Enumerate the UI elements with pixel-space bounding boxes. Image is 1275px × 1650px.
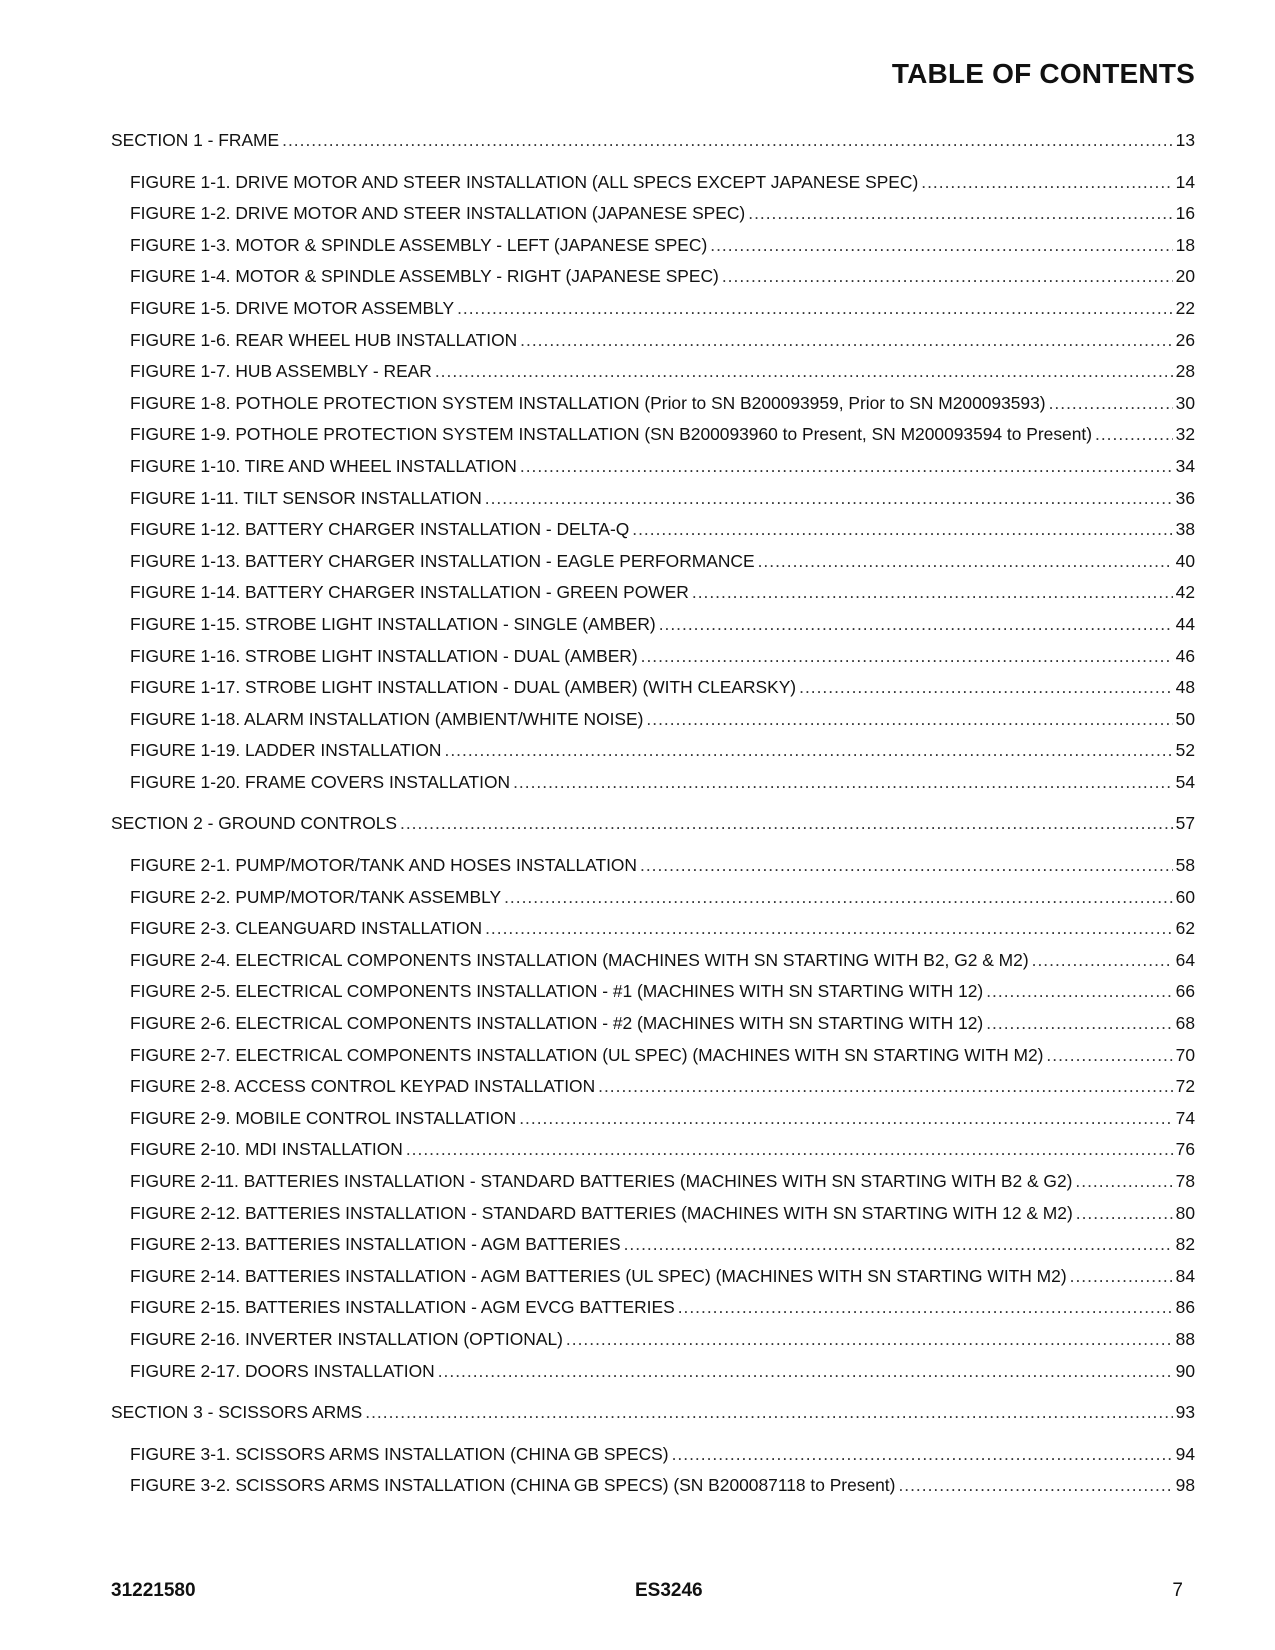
dot-leader <box>986 981 1172 1002</box>
toc-figure-entry[interactable] <box>111 1297 1195 1329</box>
dot-leader <box>692 582 1173 603</box>
dot-leader <box>898 1475 1172 1496</box>
toc-entry-label: FIGURE 2-12. BATTERIES INSTALLATION - STANDARD BATTERIES (MACHINES WITH SN STARTING WITH 12 & M2) <box>130 1202 1073 1223</box>
footer-doc-number: 31221580 <box>111 1580 196 1601</box>
toc-entry-page: 52 <box>1175 740 1195 761</box>
dot-leader <box>1070 1266 1173 1287</box>
dot-leader <box>758 551 1173 572</box>
dot-leader <box>1095 424 1173 445</box>
toc-figure-entry[interactable] <box>111 330 1195 362</box>
toc-entry-label: FIGURE 2-15. BATTERIES INSTALLATION - AGM EVCG BATTERIES <box>130 1297 675 1318</box>
dot-leader <box>445 740 1173 761</box>
toc-entry-page: 94 <box>1175 1443 1195 1464</box>
toc-entry-page: 58 <box>1175 855 1195 876</box>
toc-entry-label: FIGURE 1-1. DRIVE MOTOR AND STEER INSTALLATION (ALL SPECS EXCEPT JAPANESE SPEC) <box>130 171 919 192</box>
toc-entry-label: FIGURE 1-18. ALARM INSTALLATION (AMBIENT/WHITE NOISE) <box>130 708 644 729</box>
toc-entry-label: SECTION 3 - SCISSORS ARMS <box>111 1402 363 1423</box>
toc-figure-entry[interactable] <box>111 887 1195 919</box>
dot-leader <box>921 172 1172 193</box>
toc-entry-page: 60 <box>1175 886 1195 907</box>
toc-entry-page: 13 <box>1175 130 1195 150</box>
dot-leader <box>282 130 1173 151</box>
toc-entry-label: FIGURE 2-9. MOBILE CONTROL INSTALLATION <box>130 1107 517 1128</box>
toc-entry-page: 26 <box>1175 329 1195 350</box>
toc-entry-label: FIGURE 2-17. DOORS INSTALLATION <box>130 1360 435 1381</box>
toc-entry-page: 54 <box>1175 771 1195 792</box>
toc-section-entry[interactable] <box>111 1402 1195 1434</box>
toc-entry-label: FIGURE 1-14. BATTERY CHARGER INSTALLATION - GREEN POWER <box>130 582 689 603</box>
toc-entry-page: 57 <box>1175 813 1195 834</box>
toc-section-entry[interactable] <box>111 130 1195 162</box>
toc-entry-label: FIGURE 2-14. BATTERIES INSTALLATION - AGM BATTERIES (UL SPEC) (MACHINES WITH SN STARTING WITH M2) <box>130 1265 1067 1286</box>
toc-figure-entry[interactable] <box>111 1076 1195 1108</box>
toc-entry-label: FIGURE 2-6. ELECTRICAL COMPONENTS INSTALLATION - #2 (MACHINES WITH SN STARTING WITH 12) <box>130 1013 984 1034</box>
footer-model: ES3246 <box>635 1580 703 1601</box>
toc-entry-label: FIGURE 3-1. SCISSORS ARMS INSTALLATION (CHINA GB SPECS) <box>130 1443 669 1464</box>
dot-leader <box>632 519 1172 540</box>
dot-leader <box>722 266 1173 287</box>
dot-leader <box>1032 950 1173 971</box>
dot-leader <box>485 488 1173 509</box>
toc-entry-label: FIGURE 2-10. MDI INSTALLATION <box>130 1139 403 1160</box>
toc-figure-entry[interactable] <box>111 1203 1195 1235</box>
toc-entry-label: FIGURE 2-13. BATTERIES INSTALLATION - AGM BATTERIES <box>130 1234 621 1255</box>
dot-leader <box>504 887 1173 908</box>
toc-figure-entry[interactable] <box>111 1329 1195 1361</box>
toc-entry-page: 74 <box>1175 1107 1195 1128</box>
dot-leader <box>1075 1171 1172 1192</box>
toc-figure-entry[interactable] <box>111 646 1195 678</box>
toc-entry-page: 22 <box>1175 297 1195 318</box>
dot-leader <box>406 1139 1173 1160</box>
toc-figure-entry[interactable] <box>111 551 1195 583</box>
toc-figure-entry[interactable] <box>111 855 1195 887</box>
toc-entry-page: 36 <box>1175 487 1195 508</box>
toc-figure-entry[interactable] <box>111 709 1195 741</box>
toc-entry-page: 48 <box>1175 677 1195 698</box>
toc-figure-entry[interactable] <box>111 1266 1195 1298</box>
toc-figure-entry[interactable] <box>111 1234 1195 1266</box>
toc-entry-label: FIGURE 1-19. LADDER INSTALLATION <box>130 740 442 761</box>
dot-leader <box>438 1361 1173 1382</box>
toc-figure-entry[interactable] <box>111 203 1195 235</box>
toc-figure-entry[interactable] <box>111 1013 1195 1045</box>
toc-entry-label: FIGURE 2-2. PUMP/MOTOR/TANK ASSEMBLY <box>130 886 502 907</box>
toc-figure-entry[interactable] <box>111 740 1195 772</box>
dot-leader <box>457 298 1173 319</box>
toc-figure-entry[interactable] <box>111 1139 1195 1171</box>
toc-entry-label: FIGURE 1-5. DRIVE MOTOR ASSEMBLY <box>130 297 455 318</box>
toc-entry-page: 28 <box>1175 361 1195 382</box>
table-of-contents <box>111 130 1195 1507</box>
toc-entry-page: 42 <box>1175 582 1195 603</box>
toc-entry-label: FIGURE 2-1. PUMP/MOTOR/TANK AND HOSES INSTALLATION <box>130 855 637 876</box>
toc-entry-page: 46 <box>1175 645 1195 666</box>
toc-entry-page: 30 <box>1175 392 1195 413</box>
footer-page-number: 7 <box>1172 1580 1183 1601</box>
toc-entry-page: 34 <box>1175 455 1195 476</box>
dot-leader <box>646 709 1172 730</box>
dot-leader <box>1076 1203 1173 1224</box>
toc-entry-label: FIGURE 1-9. POTHOLE PROTECTION SYSTEM INSTALLATION (SN B200093960 to Present, SN M200093594 to Present) <box>130 424 1092 445</box>
toc-entry-label: FIGURE 1-15. STROBE LIGHT INSTALLATION - SINGLE (AMBER) <box>130 613 656 634</box>
dot-leader <box>1046 1045 1172 1066</box>
toc-figure-entry[interactable] <box>111 361 1195 393</box>
dot-leader <box>986 1013 1172 1034</box>
toc-entry-label: FIGURE 1-7. HUB ASSEMBLY - REAR <box>130 361 432 382</box>
page-title: TABLE OF CONTENTS <box>891 58 1195 89</box>
toc-entry-page: 14 <box>1175 171 1195 192</box>
dot-leader <box>435 361 1173 382</box>
toc-figure-entry[interactable] <box>111 582 1195 614</box>
toc-entry-label: FIGURE 1-11. TILT SENSOR INSTALLATION <box>130 487 482 508</box>
dot-leader <box>641 646 1173 667</box>
toc-entry-label: FIGURE 1-13. BATTERY CHARGER INSTALLATION - EAGLE PERFORMANCE <box>130 550 755 571</box>
toc-entry-page: 20 <box>1175 266 1195 287</box>
toc-entry-page: 93 <box>1175 1402 1195 1423</box>
toc-figure-entry[interactable] <box>111 298 1195 330</box>
dot-leader <box>598 1076 1173 1097</box>
toc-figure-entry[interactable] <box>111 1475 1195 1507</box>
toc-figure-entry[interactable] <box>111 918 1195 950</box>
toc-entry-label: FIGURE 2-8. ACCESS CONTROL KEYPAD INSTALLATION <box>130 1076 596 1097</box>
toc-entry-label: FIGURE 1-4. MOTOR & SPINDLE ASSEMBLY - RIGHT (JAPANESE SPEC) <box>130 266 719 287</box>
toc-entry-page: 84 <box>1175 1265 1195 1286</box>
toc-entry-label: FIGURE 3-2. SCISSORS ARMS INSTALLATION (CHINA GB SPECS) (SN B200087118 to Present) <box>130 1475 896 1496</box>
toc-entry-label: FIGURE 2-5. ELECTRICAL COMPONENTS INSTALLATION - #1 (MACHINES WITH SN STARTING WITH 12) <box>130 981 984 1002</box>
toc-entry-page: 70 <box>1175 1044 1195 1065</box>
toc-figure-entry[interactable] <box>111 488 1195 520</box>
toc-figure-entry[interactable] <box>111 614 1195 646</box>
dot-leader <box>400 813 1173 834</box>
page-footer <box>111 1580 1195 1604</box>
toc-figure-entry[interactable] <box>111 950 1195 982</box>
toc-figure-entry[interactable] <box>111 1444 1195 1476</box>
toc-section-entry[interactable] <box>111 813 1195 845</box>
toc-figure-entry[interactable] <box>111 266 1195 298</box>
toc-figure-entry[interactable] <box>111 1361 1195 1393</box>
dot-leader <box>672 1444 1173 1465</box>
toc-entry-page: 44 <box>1175 613 1195 634</box>
toc-figure-entry[interactable] <box>111 981 1195 1013</box>
toc-entry-page: 90 <box>1175 1360 1195 1381</box>
toc-figure-entry[interactable] <box>111 424 1195 456</box>
toc-entry-label: FIGURE 1-6. REAR WHEEL HUB INSTALLATION <box>130 329 518 350</box>
toc-entry-label: FIGURE 2-3. CLEANGUARD INSTALLATION <box>130 918 483 939</box>
toc-entry-page: 62 <box>1175 918 1195 939</box>
dot-leader <box>520 330 1172 351</box>
toc-entry-page: 80 <box>1175 1202 1195 1223</box>
dot-leader <box>520 456 1173 477</box>
dot-leader <box>710 235 1172 256</box>
toc-entry-label: FIGURE 1-20. FRAME COVERS INSTALLATION <box>130 771 511 792</box>
toc-entry-page: 68 <box>1175 1013 1195 1034</box>
toc-entry-label: FIGURE 1-16. STROBE LIGHT INSTALLATION - DUAL (AMBER) <box>130 645 638 666</box>
dot-leader <box>624 1234 1173 1255</box>
toc-entry-label: FIGURE 1-3. MOTOR & SPINDLE ASSEMBLY - LEFT (JAPANESE SPEC) <box>130 234 708 255</box>
toc-entry-page: 16 <box>1175 203 1195 224</box>
dot-leader <box>640 855 1173 876</box>
dot-leader <box>799 677 1173 698</box>
toc-entry-page: 64 <box>1175 949 1195 970</box>
toc-figure-entry[interactable] <box>111 235 1195 267</box>
toc-entry-label: FIGURE 1-2. DRIVE MOTOR AND STEER INSTALLATION (JAPANESE SPEC) <box>130 203 746 224</box>
dot-leader <box>678 1297 1173 1318</box>
toc-entry-label: SECTION 1 - FRAME <box>111 130 280 150</box>
toc-entry-page: 32 <box>1175 424 1195 445</box>
toc-entry-label: FIGURE 2-4. ELECTRICAL COMPONENTS INSTALLATION (MACHINES WITH SN STARTING WITH B2, G2 & M2) <box>130 949 1029 970</box>
toc-entry-label: FIGURE 2-11. BATTERIES INSTALLATION - STANDARD BATTERIES (MACHINES WITH SN STARTING WITH B2 & G2) <box>130 1171 1073 1191</box>
toc-entry-label: FIGURE 2-7. ELECTRICAL COMPONENTS INSTALLATION (UL SPEC) (MACHINES WITH SN STARTING WITH M2) <box>130 1044 1044 1065</box>
toc-entry-page: 40 <box>1175 550 1195 571</box>
toc-entry-label: FIGURE 1-17. STROBE LIGHT INSTALLATION - DUAL (AMBER) (WITH CLEARSKY) <box>130 677 797 698</box>
toc-figure-entry[interactable] <box>111 393 1195 425</box>
toc-entry-page: 86 <box>1175 1297 1195 1318</box>
toc-entry-label: FIGURE 1-12. BATTERY CHARGER INSTALLATION - DELTA-Q <box>130 519 630 540</box>
toc-figure-entry[interactable] <box>111 772 1195 804</box>
dot-leader <box>485 918 1173 939</box>
dot-leader <box>748 203 1172 224</box>
toc-entry-page: 88 <box>1175 1328 1195 1349</box>
toc-entry-label: FIGURE 1-10. TIRE AND WHEEL INSTALLATION <box>130 455 517 476</box>
toc-entry-label: FIGURE 2-16. INVERTER INSTALLATION (OPTIONAL) <box>130 1328 563 1349</box>
dot-leader <box>566 1329 1173 1350</box>
dot-leader <box>519 1108 1172 1129</box>
toc-figure-entry[interactable] <box>111 1171 1195 1203</box>
toc-entry-page: 82 <box>1175 1234 1195 1255</box>
toc-entry-label: FIGURE 1-8. POTHOLE PROTECTION SYSTEM INSTALLATION (Prior to SN B200093959, Prior to SN M200093593) <box>130 392 1046 413</box>
toc-entry-page: 78 <box>1175 1171 1195 1191</box>
dot-leader <box>1049 393 1173 414</box>
dot-leader <box>513 772 1173 793</box>
toc-figure-entry[interactable] <box>111 1108 1195 1140</box>
toc-figure-entry[interactable] <box>111 1045 1195 1077</box>
toc-figure-entry[interactable] <box>111 519 1195 551</box>
toc-entry-page: 66 <box>1175 981 1195 1002</box>
toc-entry-page: 76 <box>1175 1139 1195 1160</box>
toc-entry-page: 98 <box>1175 1475 1195 1496</box>
toc-entry-page: 72 <box>1175 1076 1195 1097</box>
toc-entry-page: 50 <box>1175 708 1195 729</box>
toc-entry-label: SECTION 2 - GROUND CONTROLS <box>111 813 398 834</box>
toc-entry-page: 18 <box>1175 234 1195 255</box>
dot-leader <box>659 614 1173 635</box>
toc-figure-entry[interactable] <box>111 172 1195 204</box>
dot-leader <box>365 1402 1172 1423</box>
toc-figure-entry[interactable] <box>111 677 1195 709</box>
toc-entry-page: 38 <box>1175 519 1195 540</box>
toc-figure-entry[interactable] <box>111 456 1195 488</box>
